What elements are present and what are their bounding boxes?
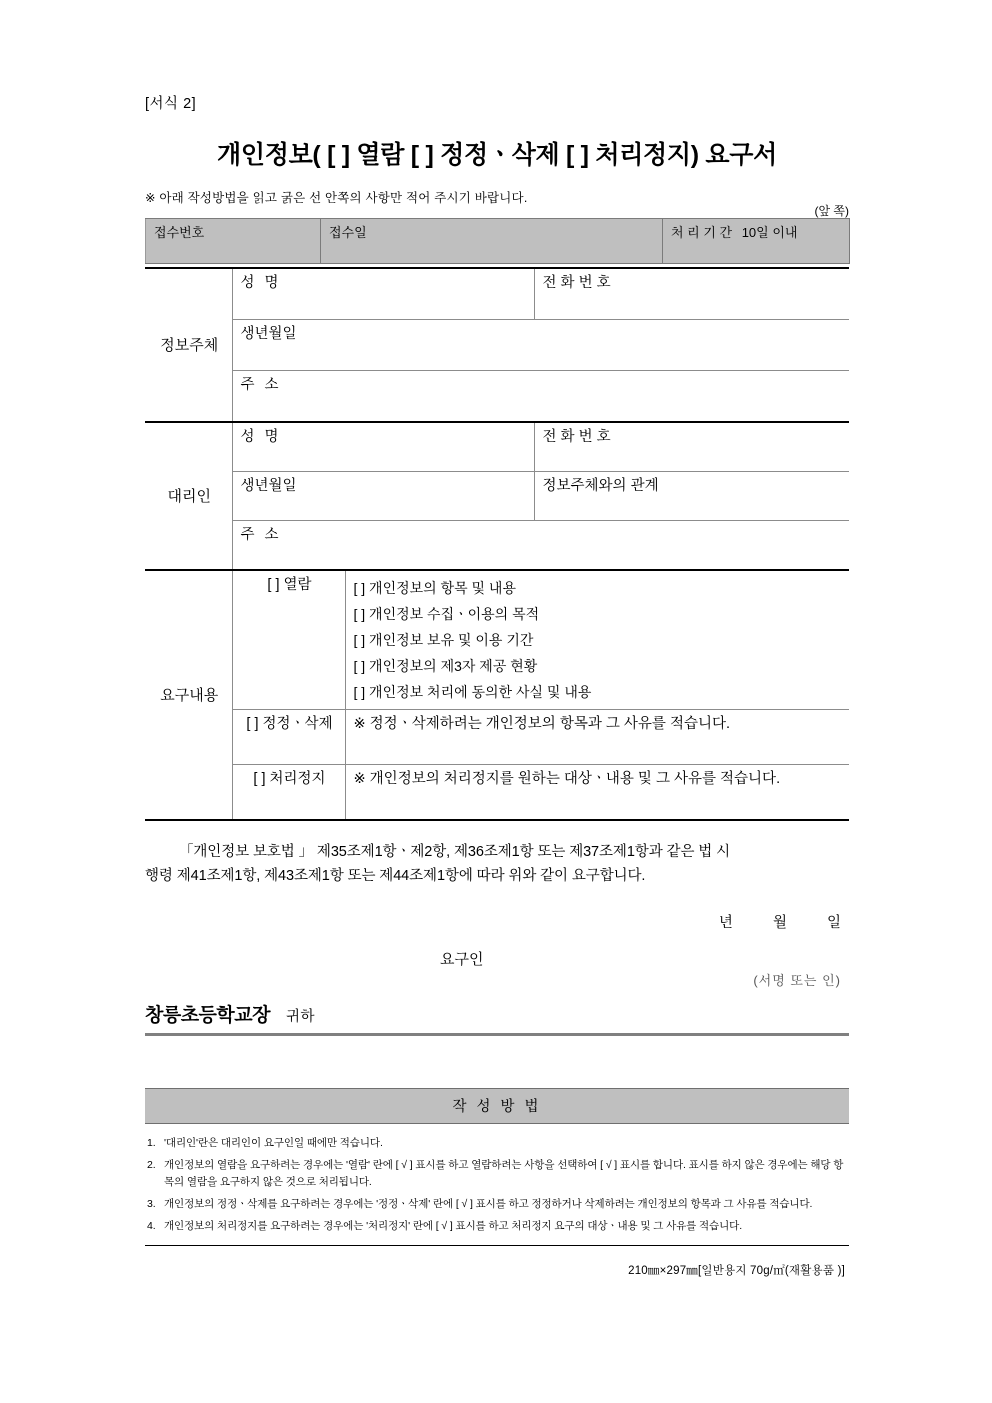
section-divider (145, 1033, 849, 1036)
view-option-item[interactable]: [ ] 개인정보 처리에 동의한 사실 및 내용 (353, 684, 592, 700)
notice-row (145, 188, 849, 218)
legal-line-1: 「개인정보 보호법 」 제35조제1항ㆍ제2항, 제36조제1항 또는 제37조제1항과 같은 법 시 (179, 844, 731, 860)
day-label[interactable]: 일 (826, 914, 841, 931)
instruction-number: 4. (147, 1219, 156, 1232)
instruction-text: '대리인'란은 대리인이 요구인일 때에만 적습니다. (164, 1136, 383, 1149)
subject-address-label: 주 소 (240, 377, 282, 393)
instructions-section (145, 1088, 849, 1246)
processing-period-cell (663, 219, 850, 264)
legal-citation (145, 841, 849, 889)
legal-line-2: 행령 제41조제1항, 제43조제1항 또는 제44조제1항에 따라 위와 같이 요구합니다. (145, 867, 646, 884)
addressee-name: 창릉초등학교장 (145, 1004, 270, 1026)
instructions-body (145, 1124, 849, 1246)
view-option-item[interactable]: [ ] 개인정보 보유 및 이용 기간 (353, 632, 534, 648)
agent-section-label: 대리인 (145, 422, 232, 570)
month-label[interactable]: 월 (772, 914, 787, 931)
view-option-item[interactable]: [ ] 개인정보 수집ㆍ이용의 목적 (353, 606, 540, 622)
request-correct-desc[interactable]: ※ 정정ㆍ삭제하려는 개인정보의 항목과 그 사유를 적습니다. (345, 710, 849, 765)
signature-note[interactable]: (서명 또는 인) (753, 972, 841, 988)
receipt-table (145, 218, 850, 264)
receipt-number-label: 접수번호 (154, 225, 205, 240)
table-row (145, 268, 849, 320)
agent-address-label: 주 소 (240, 527, 282, 543)
instruction-number: 3. (147, 1197, 156, 1210)
receipt-date-cell[interactable] (321, 219, 663, 264)
page-side-marker: (앞 쪽) (814, 204, 849, 218)
table-row (145, 422, 849, 472)
instructions-heading: 작 성 방 법 (145, 1088, 849, 1124)
year-label[interactable]: 년 (718, 914, 733, 931)
subject-name-cell[interactable] (232, 268, 534, 320)
agent-name-label: 성 명 (240, 429, 282, 445)
instruction-item (147, 1196, 847, 1213)
view-option-item[interactable]: [ ] 개인정보의 항목 및 내용 (353, 580, 516, 596)
subject-phone-cell[interactable] (534, 268, 849, 320)
signer-row (145, 948, 849, 994)
table-row (145, 765, 849, 821)
requester-label: 요구인 (440, 950, 484, 968)
instruction-number: 2. (147, 1158, 156, 1171)
addressee-honorific: 귀하 (285, 1008, 315, 1025)
processing-period-value: 10일 이내 (741, 225, 798, 240)
paper-specification: 210㎜×297㎜[일반용지 70g/㎡(재활용품 )] (628, 1264, 845, 1277)
subject-birth-cell[interactable] (232, 320, 849, 371)
agent-phone-label: 전 화 번 호 (542, 429, 611, 445)
agent-name-cell[interactable] (232, 422, 534, 472)
table-row (146, 219, 850, 264)
instruction-text: 개인정보의 열람을 요구하려는 경우에는 '열람' 란에 [ √ ] 표시를 하고 열람하려는 사항을 선택하여 [ √ ] 표시를 합니다. 표시를 하지 않은 경우에는 해당 항목의 열람을 요구하지 않은 것으로 처리됩니다. (164, 1158, 844, 1188)
instruction-item (147, 1218, 847, 1235)
instruction-number: 1. (147, 1136, 156, 1149)
notice-text: ※ 아래 작성방법을 읽고 굵은 선 안쪽의 사항만 적어 주시기 바랍니다. (145, 191, 528, 205)
document-page (145, 0, 849, 1278)
addressee-line (145, 1000, 849, 1027)
agent-relation-cell[interactable] (534, 472, 849, 521)
main-form-table (145, 267, 849, 821)
request-view-checkbox[interactable]: [ ] 열람 (232, 570, 345, 710)
table-row (145, 521, 849, 571)
subject-phone-label: 전 화 번 호 (542, 275, 611, 291)
table-row (145, 710, 849, 765)
page-title: 개인정보( [ ] 열람 [ ] 정정ㆍ삭제 [ ] 처리정지) 요구서 (217, 141, 777, 169)
receipt-number-cell[interactable] (146, 219, 321, 264)
agent-birth-cell[interactable] (232, 472, 534, 521)
instruction-text: 개인정보의 처리정지를 요구하려는 경우에는 '처리정지' 란에 [ √ ] 표시를 하고 처리정지 요구의 대상ㆍ내용 및 그 사유를 적습니다. (164, 1219, 743, 1232)
agent-relation-label: 정보주체와의 관계 (542, 478, 659, 494)
view-option-item[interactable]: [ ] 개인정보의 제3자 제공 현황 (353, 658, 538, 674)
table-row (145, 320, 849, 371)
request-stop-checkbox[interactable]: [ ] 처리정지 (232, 765, 345, 821)
request-view-options (345, 570, 849, 710)
request-section-label: 요구내용 (145, 570, 232, 820)
date-line (145, 911, 849, 932)
processing-period-label: 처 리 기 간 (671, 225, 733, 240)
form-id-label: [서식 2] (145, 96, 197, 112)
subject-birth-label: 생년월일 (240, 326, 297, 342)
subject-name-label: 성 명 (240, 275, 282, 291)
receipt-date-label: 접수일 (329, 225, 367, 240)
instruction-text: 개인정보의 정정ㆍ삭제를 요구하려는 경우에는 '정정ㆍ삭제' 란에 [ √ ] 표시를 하고 정정하거나 삭제하려는 개인정보의 항목과 그 사유를 적습니다. (164, 1197, 813, 1210)
subject-section-label: 정보주체 (145, 268, 232, 422)
request-correct-checkbox[interactable]: [ ] 정정ㆍ삭제 (232, 710, 345, 765)
request-stop-desc[interactable]: ※ 개인정보의 처리정지를 원하는 대상ㆍ내용 및 그 사유를 적습니다. (345, 765, 849, 821)
instruction-item (147, 1157, 847, 1191)
agent-address-cell[interactable] (232, 521, 849, 571)
table-row (145, 472, 849, 521)
instruction-item (147, 1135, 847, 1152)
table-row (145, 371, 849, 423)
subject-address-cell[interactable] (232, 371, 849, 423)
table-row (145, 570, 849, 710)
agent-birth-label: 생년월일 (240, 478, 297, 494)
agent-phone-cell[interactable] (534, 422, 849, 472)
